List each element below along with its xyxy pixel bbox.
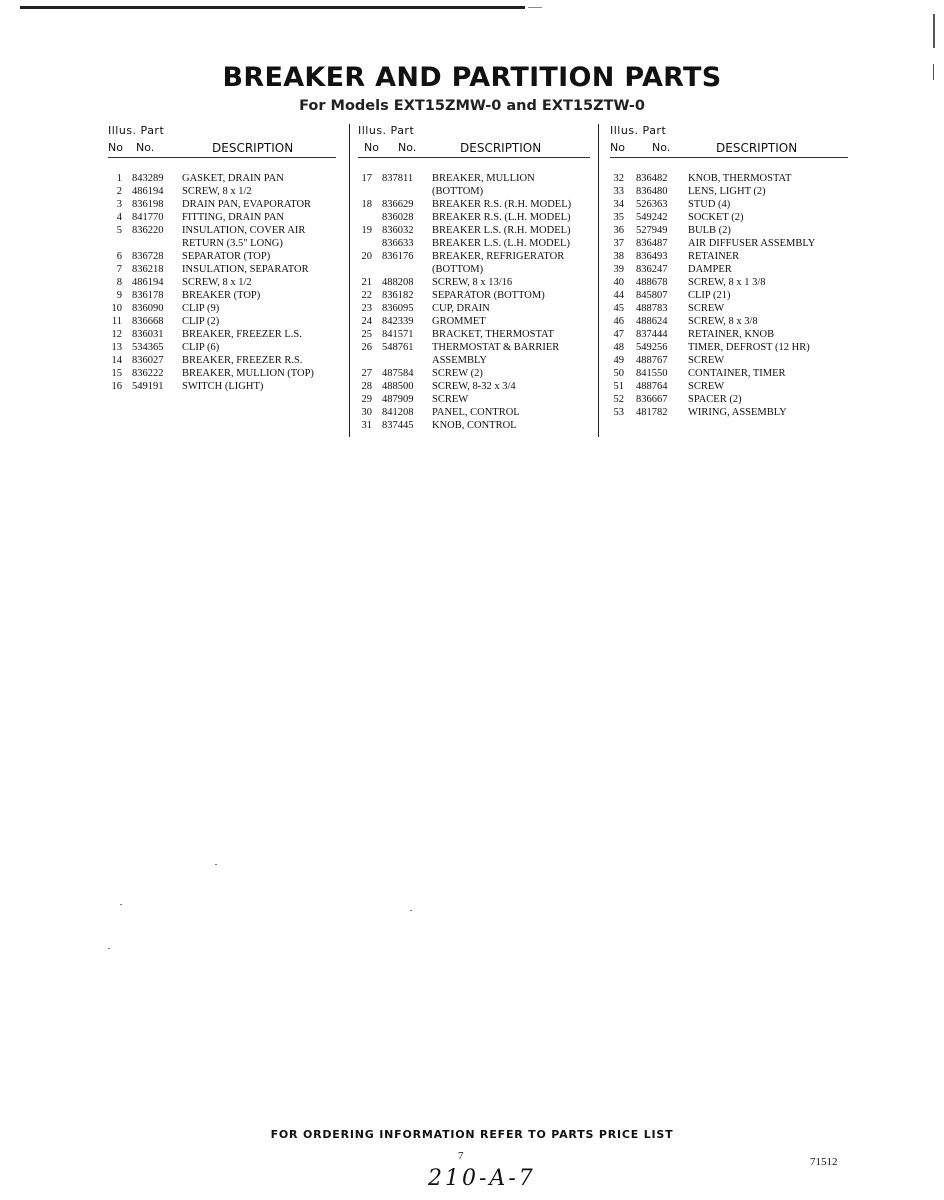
part-row [358, 302, 594, 315]
part-row [358, 263, 594, 276]
part-number: 486194 [132, 186, 164, 197]
part-number: 836178 [132, 290, 164, 301]
part-row [358, 224, 594, 237]
header-part-no: No. [652, 141, 671, 154]
scan-speck [215, 864, 217, 865]
part-description: BULB (2) [688, 225, 731, 236]
parts-column-3 [610, 122, 850, 419]
header-illus-no: No [108, 141, 123, 154]
illus-number: 30 [361, 407, 372, 418]
part-number: 836668 [132, 316, 164, 327]
part-description: BRACKET, THERMOSTAT [432, 329, 554, 340]
part-description: SCREW, 8 x 1/2 [182, 186, 252, 197]
header-rule [108, 157, 336, 158]
illus-number: 27 [361, 368, 372, 379]
part-row [108, 302, 344, 315]
part-row [358, 393, 594, 406]
parts-list [358, 172, 594, 432]
illus-number: 49 [613, 355, 624, 366]
part-description: CUP, DRAIN [432, 303, 490, 314]
part-description: KNOB, CONTROL [432, 420, 517, 431]
part-description: BREAKER (TOP) [182, 290, 261, 301]
part-number: 837445 [382, 420, 414, 431]
part-number: 549191 [132, 381, 164, 392]
part-description: SCREW, 8-32 x 3/4 [432, 381, 516, 392]
illus-number: 19 [361, 225, 372, 236]
part-row [358, 419, 594, 432]
part-number: 836090 [132, 303, 164, 314]
part-row [108, 224, 344, 237]
part-row [610, 406, 850, 419]
part-description: BREAKER L.S. (R.H. MODEL) [432, 225, 571, 236]
illus-number: 45 [613, 303, 624, 314]
part-number: 836031 [132, 329, 164, 340]
part-row [108, 172, 344, 185]
part-number: 836027 [132, 355, 164, 366]
part-row [358, 341, 594, 354]
part-number: 841550 [636, 368, 668, 379]
part-number: 548761 [382, 342, 414, 353]
part-number: 488767 [636, 355, 668, 366]
part-number: 549242 [636, 212, 668, 223]
part-number: 836667 [636, 394, 668, 405]
part-description: SCREW [688, 303, 725, 314]
part-row [108, 328, 344, 341]
part-number: 836480 [636, 186, 668, 197]
part-description: GASKET, DRAIN PAN [182, 173, 284, 184]
part-description: CLIP (2) [182, 316, 220, 327]
illus-number: 9 [116, 290, 122, 301]
part-row [108, 250, 344, 263]
part-number: 486194 [132, 277, 164, 288]
part-row [108, 380, 344, 393]
column-divider [598, 124, 599, 437]
header-illus-no: No [364, 141, 379, 154]
part-description: SCREW [688, 381, 725, 392]
handwritten-note: 210-A-7 [428, 1166, 536, 1191]
parts-list [610, 172, 850, 419]
part-description: SCREW, 8 x 1 3/8 [688, 277, 766, 288]
part-description: SOCKET (2) [688, 212, 744, 223]
illus-number: 53 [613, 407, 624, 418]
part-row [358, 406, 594, 419]
part-number: 526363 [636, 199, 668, 210]
part-description: LENS, LIGHT (2) [688, 186, 766, 197]
illus-number: 20 [361, 251, 372, 262]
part-row [610, 341, 850, 354]
part-row [358, 367, 594, 380]
illus-number: 3 [116, 199, 122, 210]
part-row [610, 185, 850, 198]
part-row [108, 185, 344, 198]
part-number: 836198 [132, 199, 164, 210]
part-description: CLIP (21) [688, 290, 731, 301]
column-header [108, 122, 344, 158]
part-row [358, 289, 594, 302]
illus-number: 26 [361, 342, 372, 353]
part-description: SWITCH (LIGHT) [182, 381, 264, 392]
illus-number: 11 [111, 316, 122, 327]
ordering-footer: FOR ORDERING INFORMATION REFER TO PARTS PRICE LIST [270, 1128, 674, 1141]
part-row [610, 289, 850, 302]
part-description: KNOB, THERMOSTAT [688, 173, 792, 184]
part-description: BREAKER R.S. (L.H. MODEL) [432, 212, 571, 223]
part-row [610, 367, 850, 380]
illus-number: 2 [116, 186, 122, 197]
part-number: 837444 [636, 329, 668, 340]
part-row [108, 276, 344, 289]
part-number: 836493 [636, 251, 668, 262]
illus-number: 47 [613, 329, 624, 340]
illus-number: 29 [361, 394, 372, 405]
part-row [610, 172, 850, 185]
illus-number: 48 [613, 342, 624, 353]
header-illus-no: No [610, 141, 625, 154]
page-title: BREAKER AND PARTITION PARTS [222, 62, 722, 93]
illus-number: 31 [361, 420, 372, 431]
part-number: 842339 [382, 316, 414, 327]
part-row [108, 367, 344, 380]
part-description: CLIP (9) [182, 303, 220, 314]
illus-number: 7 [116, 264, 122, 275]
illus-number: 12 [111, 329, 122, 340]
part-row [358, 354, 594, 367]
document-number: 71512 [810, 1156, 838, 1168]
part-row [610, 224, 850, 237]
part-number: 836222 [132, 368, 164, 379]
part-description: AIR DIFFUSER ASSEMBLY [688, 238, 816, 249]
part-row [358, 328, 594, 341]
part-row [358, 237, 594, 250]
part-number: 836629 [382, 199, 414, 210]
illus-number: 44 [613, 290, 624, 301]
part-number: 836633 [382, 238, 414, 249]
part-number: 488678 [636, 277, 668, 288]
parts-column-1 [108, 122, 344, 393]
parts-column-2 [358, 122, 594, 432]
part-number: 487584 [382, 368, 414, 379]
illus-number: 1 [116, 173, 122, 184]
part-row [610, 328, 850, 341]
illus-number: 16 [111, 381, 122, 392]
part-description: RETAINER [688, 251, 740, 262]
part-number: 836220 [132, 225, 164, 236]
part-number: 481782 [636, 407, 668, 418]
part-row [358, 276, 594, 289]
part-description: BREAKER L.S. (L.H. MODEL) [432, 238, 570, 249]
part-row [610, 276, 850, 289]
part-row [610, 211, 850, 224]
top-rule-tail [528, 7, 542, 8]
part-description: SCREW, 8 x 13/16 [432, 277, 513, 288]
illus-number: 50 [613, 368, 624, 379]
part-number: 836095 [382, 303, 414, 314]
part-description: BREAKER, MULLION [432, 173, 535, 184]
part-number: 488764 [636, 381, 668, 392]
part-number: 488500 [382, 381, 414, 392]
column-divider [349, 124, 350, 437]
part-description: SCREW [688, 355, 725, 366]
part-description: STUD (4) [688, 199, 731, 210]
header-illus-part: Illus. Part [610, 124, 667, 137]
part-row [610, 237, 850, 250]
illus-number: 40 [613, 277, 624, 288]
header-part-no: No. [398, 141, 417, 154]
part-row [358, 172, 594, 185]
header-description: DESCRIPTION [460, 141, 542, 155]
part-number: 836028 [382, 212, 414, 223]
part-number: 836482 [636, 173, 668, 184]
part-number: 841571 [382, 329, 414, 340]
part-row [610, 315, 850, 328]
part-description: TIMER, DEFROST (12 HR) [688, 342, 810, 353]
illus-number: 23 [361, 303, 372, 314]
part-row [108, 289, 344, 302]
part-number: 836182 [382, 290, 414, 301]
part-row [610, 250, 850, 263]
part-description: THERMOSTAT & BARRIER [432, 342, 560, 353]
illus-number: 36 [613, 225, 624, 236]
part-number: 843289 [132, 173, 164, 184]
part-number: 527949 [636, 225, 668, 236]
illus-number: 8 [116, 277, 122, 288]
part-row [358, 211, 594, 224]
part-row [358, 185, 594, 198]
illus-number: 22 [361, 290, 372, 301]
part-number: 841208 [382, 407, 414, 418]
part-row [108, 263, 344, 276]
illus-number: 17 [361, 173, 372, 184]
part-number: 549256 [636, 342, 668, 353]
part-description: SEPARATOR (BOTTOM) [432, 290, 545, 301]
part-number: 836218 [132, 264, 164, 275]
part-description: SCREW (2) [432, 368, 483, 379]
page-number: 7 [458, 1150, 464, 1162]
part-row [358, 380, 594, 393]
part-description: RETAINER, KNOB [688, 329, 775, 340]
part-row [610, 380, 850, 393]
part-number: 837811 [382, 173, 414, 184]
illus-number: 32 [613, 173, 624, 184]
part-row [610, 302, 850, 315]
illus-number: 14 [111, 355, 122, 366]
part-number: 836032 [382, 225, 414, 236]
header-part-no: No. [136, 141, 155, 154]
edge-mark [933, 14, 935, 48]
part-description: INSULATION, COVER AIR [182, 225, 306, 236]
part-description: CLIP (6) [182, 342, 220, 353]
part-row [108, 237, 344, 250]
header-rule [358, 157, 590, 158]
part-row [610, 393, 850, 406]
illus-number: 25 [361, 329, 372, 340]
part-description: WIRING, ASSEMBLY [688, 407, 787, 418]
part-number: 836487 [636, 238, 668, 249]
part-number: 841770 [132, 212, 164, 223]
part-description: RETURN (3.5" LONG) [182, 238, 283, 249]
part-description: GROMMET [432, 316, 486, 327]
part-number: 487909 [382, 394, 414, 405]
part-number: 488783 [636, 303, 668, 314]
part-description: BREAKER, FREEZER R.S. [182, 355, 303, 366]
illus-number: 10 [111, 303, 122, 314]
part-number: 488624 [636, 316, 668, 327]
part-description: DRAIN PAN, EVAPORATOR [182, 199, 312, 210]
top-rule [20, 6, 525, 9]
illus-number: 4 [116, 212, 122, 223]
illus-number: 21 [361, 277, 372, 288]
part-row [610, 198, 850, 211]
column-header [610, 122, 850, 158]
illus-number: 39 [613, 264, 624, 275]
part-row [108, 211, 344, 224]
illus-number: 33 [613, 186, 624, 197]
scan-speck [120, 904, 122, 905]
part-description: SCREW, 8 x 1/2 [182, 277, 252, 288]
part-description: BREAKER, REFRIGERATOR [432, 251, 565, 262]
part-number: 845807 [636, 290, 668, 301]
illus-number: 38 [613, 251, 624, 262]
part-description: CONTAINER, TIMER [688, 368, 786, 379]
header-description: DESCRIPTION [212, 141, 294, 155]
part-description: BREAKER, MULLION (TOP) [182, 368, 314, 379]
part-description: BREAKER R.S. (R.H. MODEL) [432, 199, 572, 210]
illus-number: 52 [613, 394, 624, 405]
part-row [108, 198, 344, 211]
illus-number: 46 [613, 316, 624, 327]
part-row [108, 315, 344, 328]
page-subtitle: For Models EXT15ZMW-0 and EXT15ZTW-0 [299, 98, 645, 114]
illus-number: 18 [361, 199, 372, 210]
header-rule [610, 157, 848, 158]
column-header [358, 122, 594, 158]
part-description: INSULATION, SEPARATOR [182, 264, 309, 275]
scan-speck [108, 948, 110, 949]
illus-number: 28 [361, 381, 372, 392]
part-description: DAMPER [688, 264, 732, 275]
scan-speck [410, 910, 412, 911]
part-description: (BOTTOM) [432, 264, 484, 275]
part-row [108, 341, 344, 354]
illus-number: 34 [613, 199, 624, 210]
part-row [358, 198, 594, 211]
illus-number: 24 [361, 316, 372, 327]
part-number: 534365 [132, 342, 164, 353]
part-number: 836176 [382, 251, 414, 262]
illus-number: 35 [613, 212, 624, 223]
part-description: SCREW, 8 x 3/8 [688, 316, 758, 327]
part-description: (BOTTOM) [432, 186, 484, 197]
part-description: FITTING, DRAIN PAN [182, 212, 284, 223]
part-number: 836728 [132, 251, 164, 262]
illus-number: 6 [116, 251, 122, 262]
part-description: SCREW [432, 394, 469, 405]
part-description: SEPARATOR (TOP) [182, 251, 271, 262]
part-row [610, 354, 850, 367]
part-row [108, 354, 344, 367]
header-illus-part: Illus. Part [358, 124, 415, 137]
header-description: DESCRIPTION [716, 141, 798, 155]
parts-list [108, 172, 344, 393]
illus-number: 13 [111, 342, 122, 353]
illus-number: 15 [111, 368, 122, 379]
part-number: 836247 [636, 264, 668, 275]
illus-number: 5 [116, 225, 122, 236]
illus-number: 37 [613, 238, 624, 249]
illus-number: 51 [613, 381, 624, 392]
part-description: PANEL, CONTROL [432, 407, 520, 418]
part-description: ASSEMBLY [432, 355, 487, 366]
header-illus-part: Illus. Part [108, 124, 165, 137]
part-description: BREAKER, FREEZER L.S. [182, 329, 302, 340]
part-row [358, 250, 594, 263]
part-description: SPACER (2) [688, 394, 742, 405]
part-row [610, 263, 850, 276]
part-row [358, 315, 594, 328]
part-number: 488208 [382, 277, 414, 288]
